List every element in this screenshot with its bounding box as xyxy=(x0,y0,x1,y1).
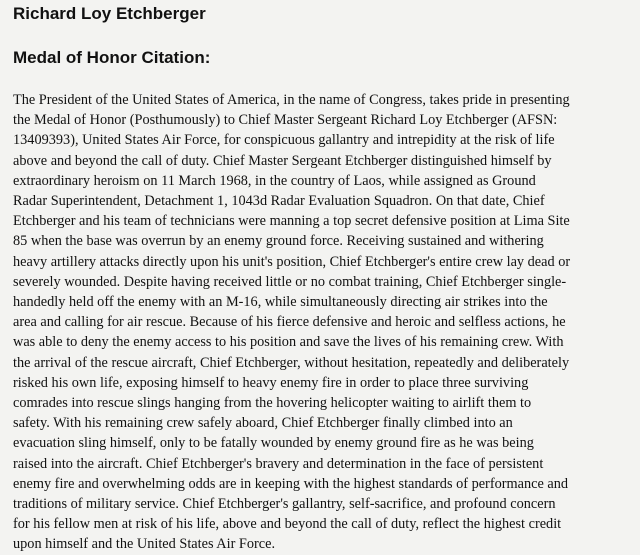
citation-heading: Medal of Honor Citation: xyxy=(13,48,211,67)
citation-text: The President of the United States of America, in the name of Congress, takes pride in presenting the Medal of Honor (Posthumously) to Chief Master Sergeant Richard Loy Etchberger (AFSN: 13409393), United States Air Force, for conspicuous gallantry and intrepidity at the risk of life above and beyond the call of duty. Chief Master Sergeant Etchberger distinguished himself by extraordinary heroism on 11 March 1968, in the country of Laos, while assigned as Ground Radar Superintendent, Detachment 1, 1043d Radar Evaluation Squadron. On that date, Chief Etchberger and his team of technicians were manning a top secret defensive position at Lima Site 85 when the base was overrun by an enemy ground force. Receiving sustained and withering heavy artillery attacks directly upon his unit's position, Chief Etchberger's entire crew lay dead or severely wounded. Despite having received little or no combat training, Chief Etchberger single- handedly held off the enemy with an M-16, while simultaneously directing air strikes into the area and calling for air rescue. Because of his fierce defensive and heroic and selfless actions, he was able to deny the enemy access to his position and save the lives of his remaining crew. With the arrival of the rescue aircraft, Chief Etchberger, without hesitation, repeatedly and deliberately risked his own life, exposing himself to heavy enemy fire in order to place three surviving comrades into rescue slings hanging from the hovering helicopter waiting to airlift them to safety. With his remaining crew safely aboard, Chief Etchberger finally climbed into an evacuation sling himself, only to be fatally wounded by enemy ground fire as he was being raised into the aircraft. Chief Etchberger's bravery and determination in the face of persistent enemy fire and overwhelming odds are in keeping with the highest standards of performance and traditions of military service. Chief Etchberger's gallantry, self-sacrifice, and profound concern for his fellow men at risk of his life, above and beyond the call of duty, reflect the highest credit upon himself and the United States Air Force. xyxy=(13,92,571,553)
recipient-name: Richard Loy Etchberger xyxy=(13,4,206,23)
